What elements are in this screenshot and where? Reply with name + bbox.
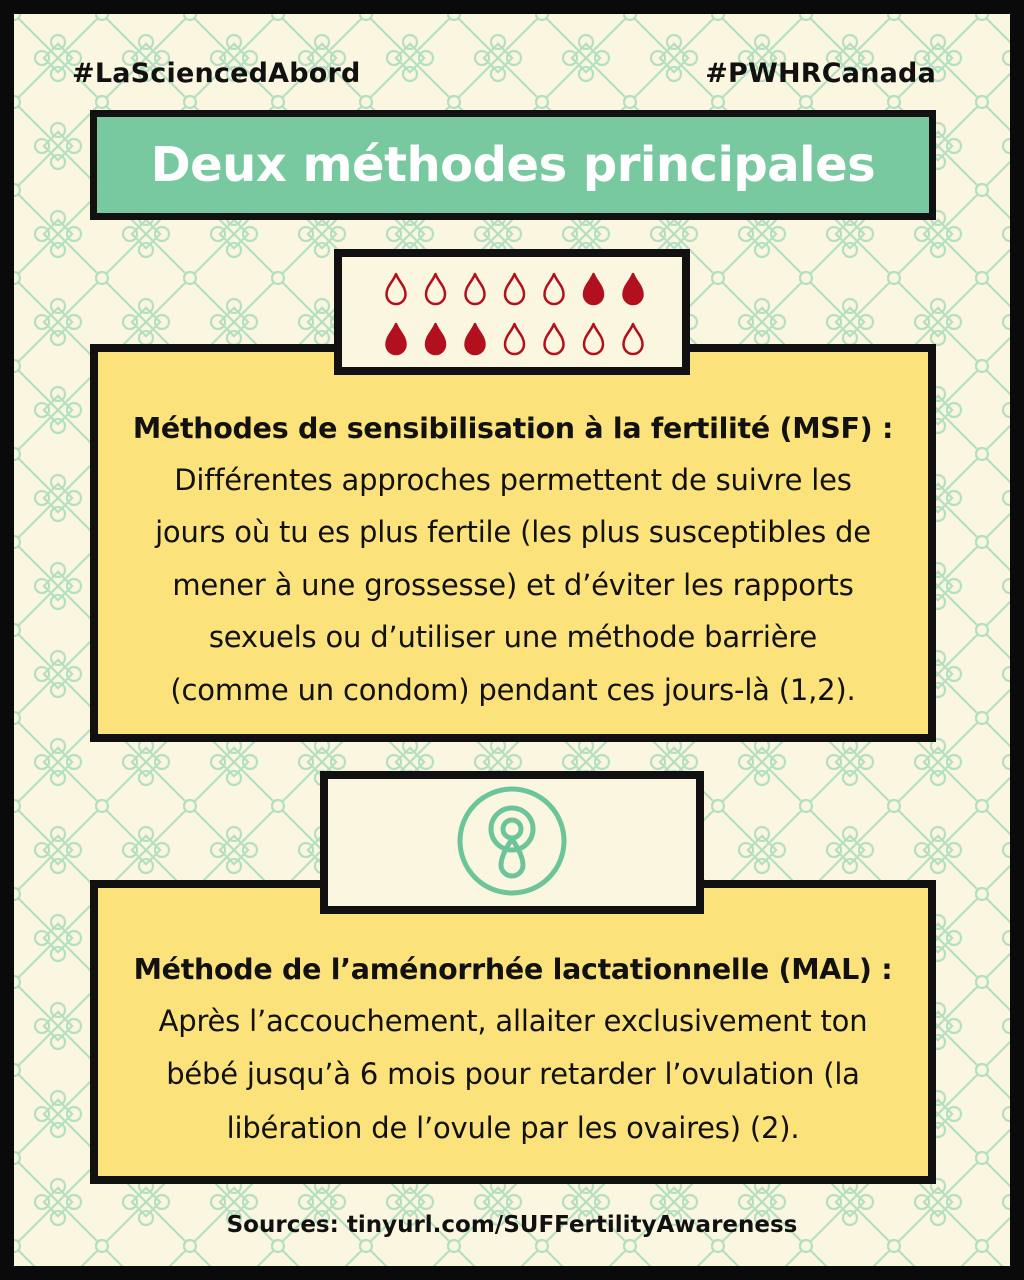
msf-card [90,344,936,742]
blood-drop-filled-icon [466,324,485,354]
msf-line: jours où tu es plus fertile (les plus susceptibles de [155,515,871,550]
msf-line: (comme un condom) pendant ces jours-là (1,2). [170,672,856,707]
blood-drop-outline-icon [545,324,564,354]
mal-body [137,995,890,1156]
mal-line: libération de l’ovule par les ovaires) (2). [226,1110,800,1145]
msf-heading: Méthodes de sensibilisation à la fertilité (MSF) : [132,411,894,445]
mal-heading: Méthode de l’aménorrhée lactationnelle (MAL) : [133,952,893,986]
blood-drop-outline-icon [426,274,445,304]
blood-drop-outline-icon [466,274,485,304]
blood-drop-outline-icon [505,274,524,304]
msf-body [133,454,893,717]
infographic-frame [14,14,1010,1266]
breastfeeding-icon [328,779,696,906]
msf-line: Différentes approches permettent de suivre les [174,462,852,497]
blood-drop-outline-icon [584,324,603,354]
page-title: Deux méthodes principales [150,137,876,193]
blood-drop-outline-icon [545,274,564,304]
hashtag-pwhr-canada: #PWHRCanada [705,58,936,89]
sources-footer: Sources: tinyurl.com/SUFFertilityAwareness [226,1212,798,1238]
breastfeeding-box [320,771,704,914]
blood-drop-filled-icon [584,274,603,304]
mal-line: bébé jusqu’à 6 mois pour retarder l’ovulation (la [166,1057,860,1092]
blood-drop-outline-icon [505,324,524,354]
msf-line: mener à une grossesse) et d’éviter les rapports [172,567,854,602]
mal-card [90,880,936,1184]
blood-drop-filled-icon [387,324,406,354]
mal-line: Après l’accouchement, allaiter exclusivement ton [158,1003,868,1038]
blood-drop-outline-icon [387,274,406,304]
blood-drops-calendar-icon [342,257,682,367]
blood-drop-filled-icon [624,274,643,304]
blood-drop-outline-icon [624,324,643,354]
blood-drop-filled-icon [426,324,445,354]
title-banner [90,110,936,220]
hashtag-la-science-dabord: #LaSciencedAbord [72,58,361,89]
cycle-drops-box [334,249,690,375]
msf-line: sexuels ou d’utiliser une méthode barrière [208,620,818,655]
